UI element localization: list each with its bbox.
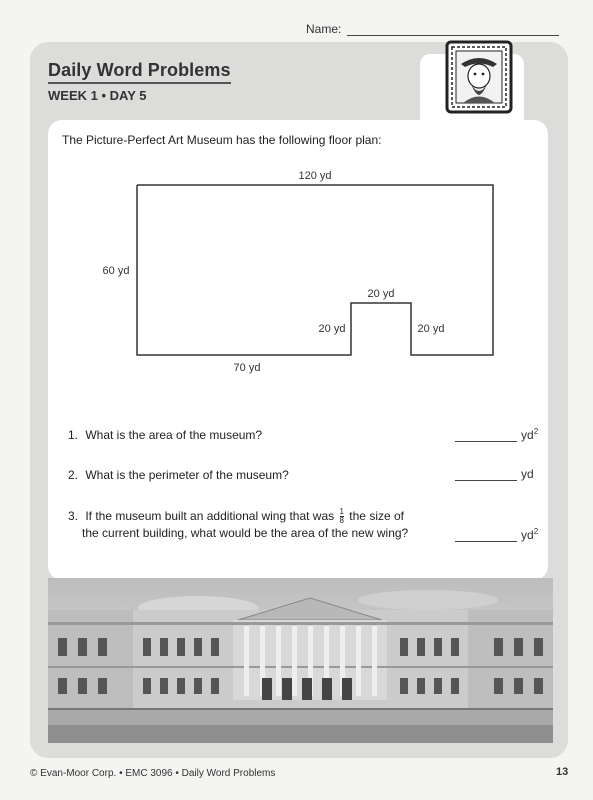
intro-text: The Picture-Perfect Art Museum has the following floor plan:: [62, 133, 382, 147]
page-title: Daily Word Problems: [48, 60, 231, 84]
answer-2[interactable]: yd: [455, 467, 534, 481]
question-2: 2. What is the perimeter of the museum?: [68, 468, 289, 482]
question-1: 1. What is the area of the museum?: [68, 428, 263, 442]
answer-3[interactable]: $yd^2$: [455, 527, 538, 542]
name-label: Name:: [306, 22, 342, 36]
answer-blank[interactable]: [455, 468, 517, 481]
label-top: 120 yd: [298, 170, 332, 182]
label-notch-right: 20 yd: [417, 323, 445, 335]
name-line: [347, 23, 559, 36]
label-notch-left: 20 yd: [318, 323, 346, 335]
floor-plan-diagram: [80, 155, 520, 385]
name-row: [306, 22, 559, 36]
label-bottom: 70 yd: [233, 362, 261, 374]
fraction: $\frac{1}{8}$: [339, 507, 344, 526]
answer-blank[interactable]: [455, 529, 517, 542]
answer-1[interactable]: $yd^2$: [455, 427, 538, 442]
label-left: 60 yd: [102, 265, 130, 277]
answer-blank[interactable]: [455, 429, 517, 442]
week-day-label: WEEK 1 • DAY 5: [48, 88, 147, 103]
portrait-frame-icon: [445, 40, 513, 114]
label-notch-top: 20 yd: [367, 288, 395, 300]
question-3: 3. If the museum built an additional wing that was $\frac{1}{8}$ the size of the current building, what would be the area of the new wing?: [68, 507, 409, 541]
museum-building-image: [48, 578, 553, 743]
page-number: 13: [556, 766, 569, 778]
footer-credit: © Evan-Moor Corp. • EMC 3096 • Daily Word Problems: [30, 768, 276, 779]
